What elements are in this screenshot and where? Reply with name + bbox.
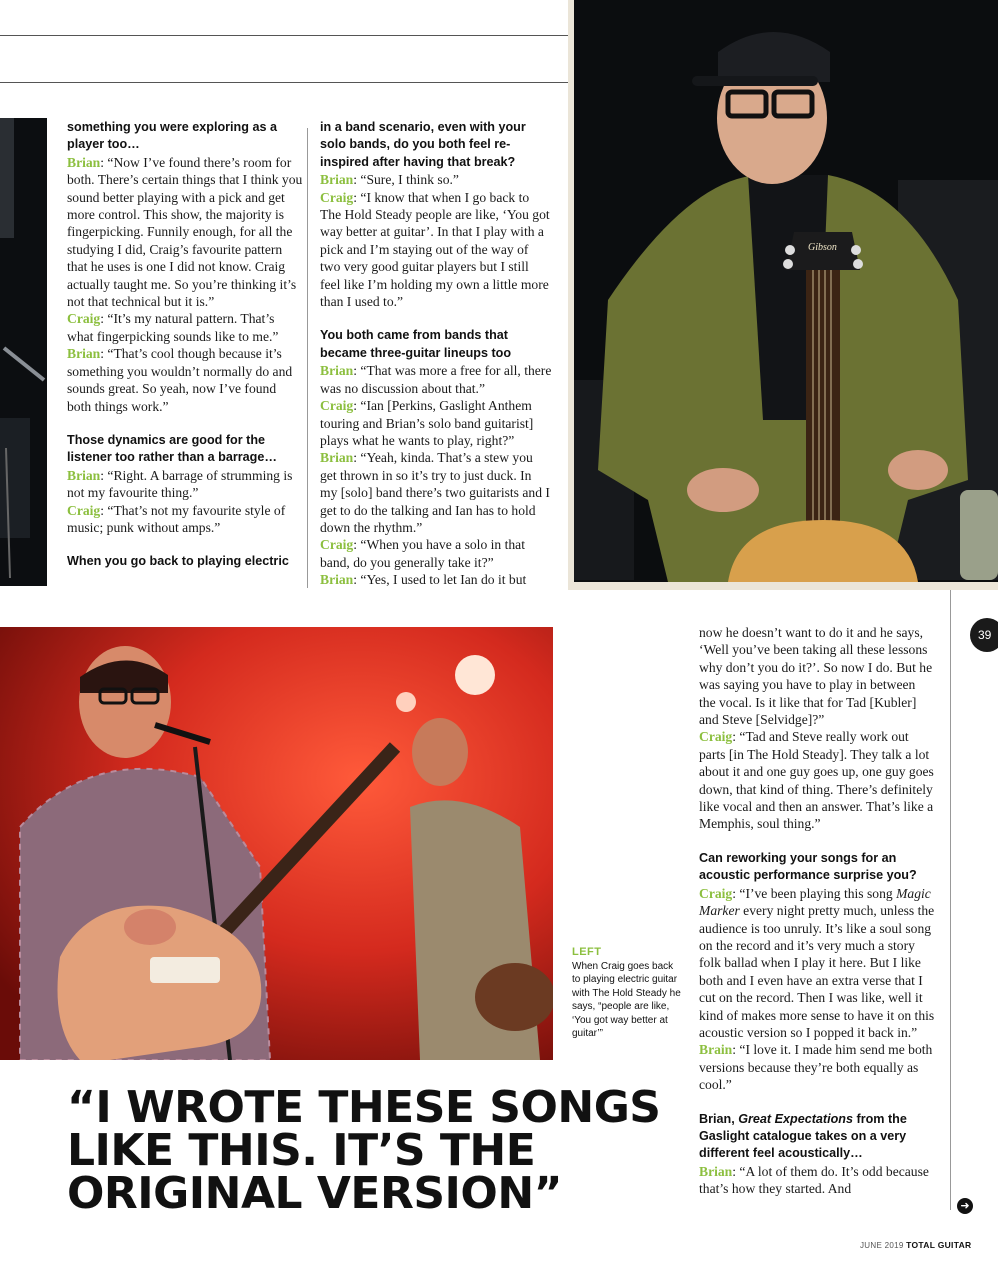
header-rule-top (0, 35, 568, 36)
answer-text: : “Tad and Steve really work out parts [in The Hold Steady]. They talk a lot about it and one guy goes up, one guy goes down, that kind of thing. There’s definitely like vocal and then an answer. That’s like a Memphis, soul thing.” (699, 729, 934, 832)
interview-question: in a band scenario, even with your solo bands, do you both feel re-inspired after having that break? (320, 120, 526, 169)
answer-text: : “Right. A barrage of strumming is not my favourite thing.” (67, 467, 293, 501)
speaker-name: Craig (67, 502, 101, 518)
speaker-name: Brain (699, 1042, 733, 1058)
photo-caption (572, 946, 682, 1041)
answer-paragraph (320, 571, 552, 588)
answer-text: : “When you have a solo in that band, do you generally take it?” (320, 537, 525, 570)
pull-quote-line: LIKE THIS. IT’S THE (67, 1125, 536, 1176)
question-text: Brian, (699, 1111, 739, 1126)
interview-question: When you go back to playing electric (67, 554, 289, 569)
speaker-name: Craig (320, 398, 354, 414)
answer-paragraph (699, 885, 935, 1042)
page-footer (860, 1240, 971, 1250)
speaker-name: Brian (67, 154, 101, 170)
answer-paragraph (67, 310, 303, 345)
caption-label: LEFT (572, 946, 602, 958)
answer-paragraph (699, 1163, 935, 1198)
pull-quote-line: “I WROTE THESE SONGS (67, 1082, 661, 1133)
footer-date: JUNE 2019 (860, 1241, 904, 1250)
speaker-name: Brian (320, 450, 354, 466)
speaker-name: Craig (320, 189, 354, 205)
answer-text: : “That’s cool though because it’s something you wouldn’t normally do and sounds great. So yeah, now I’ve found both things work.” (67, 346, 293, 414)
answer-paragraph (67, 502, 303, 537)
answer-text: : “A lot of them do. It’s odd because that’s how they started. And (699, 1163, 929, 1197)
speaker-name: Craig (320, 537, 354, 553)
answer-text: : “Ian [Perkins, Gaslight Anthem touring and Brian’s solo band guitarist] plays what he wants to play, right?” (320, 398, 534, 448)
speaker-name: Brian (320, 572, 354, 588)
answer-text: : “I love it. I made him send me both versions because they’re both equally as cool.” (699, 1042, 933, 1093)
page-number-badge: 39 (970, 618, 998, 652)
answer-text: every night pretty much, unless the audience is too unruly. It’s like a soul song on the record and it’s very much a story folk ballad when I play it here. But I like both and I even have an extra verse that I cut on the record. Then I was like, well it kind of makes more sense to have it on this acoustic version so I popped it back in.” (699, 903, 935, 1040)
answer-paragraph (67, 345, 303, 415)
pull-quote-line: ORIGINAL VERSION” (67, 1168, 563, 1219)
answer-text: : “I know that when I go back to The Hold Steady people are like, ‘You got way better at guitar’. In that I play with a pick and I’m staying out of the way of two very good guitar players but I still feel like I’m holding my own a little more than I used to.” (320, 189, 550, 310)
interview-question: something you were exploring as a player too… (67, 120, 277, 152)
answer-paragraph (67, 154, 303, 311)
article-column-1 (67, 119, 303, 571)
speaker-name: Craig (699, 885, 733, 901)
portrait-photo-craig (568, 0, 998, 590)
answer-paragraph (699, 728, 935, 832)
answer-paragraph (320, 536, 552, 571)
answer-text: now he doesn’t want to do it and he says, ‘Well you’ve been taking all these lessons why don’t you do it?’. So now I do. But he was saying you have to play in between the vocal. Is it like that for Tad [Kubler] and Steve [Selvidge]?” (699, 625, 933, 728)
answer-paragraph (320, 189, 552, 311)
speaker-name: Craig (699, 729, 733, 745)
footer-magazine: TOTAL GUITAR (906, 1240, 972, 1250)
answer-paragraph (320, 449, 552, 536)
stage-photo (0, 627, 553, 1060)
speaker-name: Craig (67, 311, 101, 327)
answer-paragraph (699, 624, 935, 728)
answer-text: : “That was more a free for all, there was no discussion about that.” (320, 363, 552, 396)
caption-text: When Craig goes back to playing electric guitar with The Hold Steady he says, “people are like, ‘You got way better at guitar’” (572, 960, 681, 1039)
song-title: Magic Marker (699, 885, 931, 919)
edge-photo-sliver (0, 118, 47, 586)
song-title: Great Expectations (738, 1111, 853, 1126)
speaker-name: Brian (67, 346, 101, 362)
right-vertical-rule (950, 590, 951, 1210)
answer-paragraph (320, 171, 552, 188)
answer-text: : “Now I’ve found there’s room for both. There’s certain things that I think you sound better playing with a pick and get more control. This show, the majority is fingerpicking. Funnily enough, for all the studying I did, Craig’s favourite pattern that he uses is one I did not know. Craig actually taught me. So you’re thinking it’s not that technical but it is.” (67, 154, 303, 310)
interview-question: You both came from bands that became three-guitar lineups too (320, 328, 512, 360)
guitar-brand-logo: Gibson (808, 242, 837, 253)
speaker-name: Brian (67, 467, 101, 483)
speaker-name: Brian (699, 1163, 733, 1179)
speaker-name: Brian (320, 172, 354, 188)
question-text: from the Gaslight catalogue takes on a very different feel acoustically… (699, 1111, 907, 1161)
answer-paragraph (320, 397, 552, 449)
header-rule-bottom (0, 82, 568, 83)
answer-text: : “It’s my natural pattern. That’s what fingerpicking sounds like to me.” (67, 311, 279, 344)
answer-paragraph (67, 467, 303, 502)
interview-question: Those dynamics are good for the listener too rather than a barrage… (67, 432, 277, 465)
answer-text: : “Sure, I think so.” (353, 172, 459, 188)
article-column-2 (320, 119, 552, 589)
answer-text: : “Yes, I used to let Ian do it but (353, 572, 527, 588)
column-divider (307, 128, 308, 588)
answer-paragraph (699, 1041, 935, 1093)
interview-question: Can reworking your songs for an acoustic performance surprise you? (699, 850, 917, 883)
answer-text: : “I’ve been playing this song (732, 885, 897, 901)
answer-text: : “Yeah, kinda. That’s a stew you get thrown in so it’s try to just duck. In my [solo] band there’s two guitarists and I get to do the talking and Ian has to hold down the rhythm.” (320, 450, 550, 535)
interview-question (699, 1111, 935, 1163)
pull-quote (67, 1082, 667, 1219)
answer-text: : “That’s not my favourite style of music; punk without amps.” (67, 502, 286, 535)
speaker-name: Brian (320, 363, 354, 379)
article-column-3 (699, 624, 935, 1198)
answer-paragraph (320, 362, 552, 397)
continue-arrow-icon: ➜ (957, 1198, 973, 1214)
